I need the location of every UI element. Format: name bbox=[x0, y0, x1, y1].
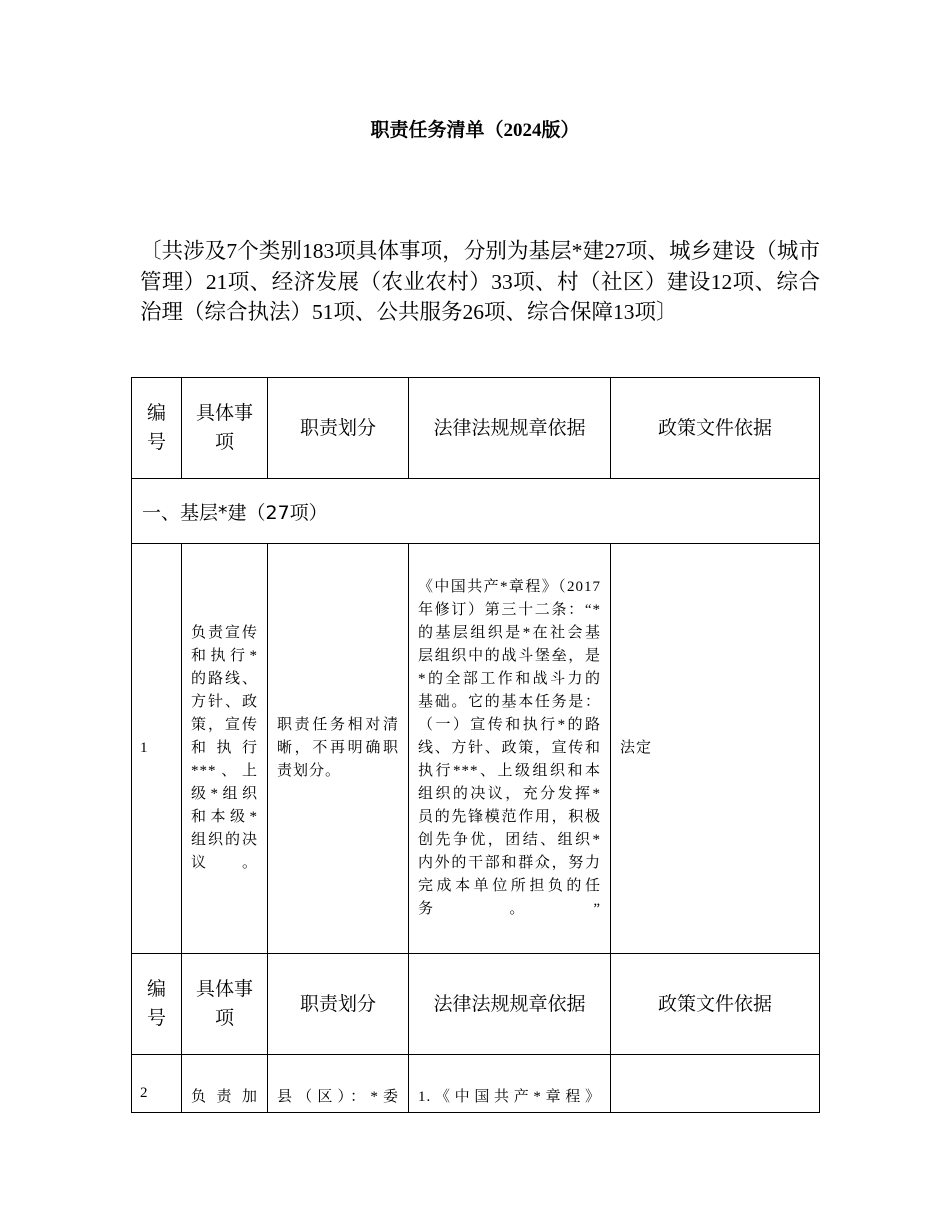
row-policy bbox=[611, 1055, 820, 1113]
document-title: 职责任务清单（2024版） bbox=[370, 120, 580, 141]
row-item: 负责宣传和执行*的路线、方针、政策，宣传和执行***、上级*组织和本级*组织的决议。 bbox=[182, 544, 268, 954]
header-duty: 职责划分 bbox=[268, 954, 409, 1055]
header-row-repeat bbox=[132, 954, 820, 1055]
header-number: 编号 bbox=[132, 954, 182, 1055]
row-policy: 法定 bbox=[611, 544, 820, 954]
header-duty: 职责划分 bbox=[268, 378, 409, 479]
section-title: 一、基层*建（27项） bbox=[132, 479, 820, 544]
row-number: 2 bbox=[132, 1055, 182, 1113]
header-law: 法律法规规章依据 bbox=[409, 954, 611, 1055]
row-duty: 职责任务相对清晰，不再明确职责划分。 bbox=[268, 544, 409, 954]
table-row bbox=[132, 544, 820, 954]
row-duty: 县（区）：*委 bbox=[268, 1055, 409, 1113]
header-policy: 政策文件依据 bbox=[611, 378, 820, 479]
row-law: 1.《中国共产*章程》 bbox=[409, 1055, 611, 1113]
header-number: 编号 bbox=[132, 378, 182, 479]
header-law: 法律法规规章依据 bbox=[409, 378, 611, 479]
table-row bbox=[132, 1055, 820, 1113]
header-item: 具体事项 bbox=[182, 378, 268, 479]
duty-table bbox=[131, 377, 820, 1113]
header-policy: 政策文件依据 bbox=[611, 954, 820, 1055]
section-row bbox=[132, 479, 820, 544]
row-item: 负责加 bbox=[182, 1055, 268, 1113]
row-law: 《中国共产*章程》（2017年修订）第三十二条：“*的基层组织是*在社会基层组织中的战斗堡垒，是*的全部工作和战斗力的基础。它的基本任务是：（一）宣传和执行*的路线、方针、政策，宣传和执行***、上级组织和本组织的决议，充分发挥*员的先锋模范作用，积极创先争优，团结、组织*内外的干部和群众，努力完成本单位所担负的任务。” bbox=[409, 544, 611, 954]
row-number: 1 bbox=[132, 544, 182, 954]
header-item: 具体事项 bbox=[182, 954, 268, 1055]
header-row bbox=[132, 378, 820, 479]
summary-paragraph: 〔共涉及7个类别183项具体事项，分别为基层*建27项、城乡建设（城市管理）21项、经济发展（农业农村）33项、村（社区）建设12项、综合治理（综合执法）51项、公共服务26项、综合保障13项〕 bbox=[140, 239, 820, 324]
